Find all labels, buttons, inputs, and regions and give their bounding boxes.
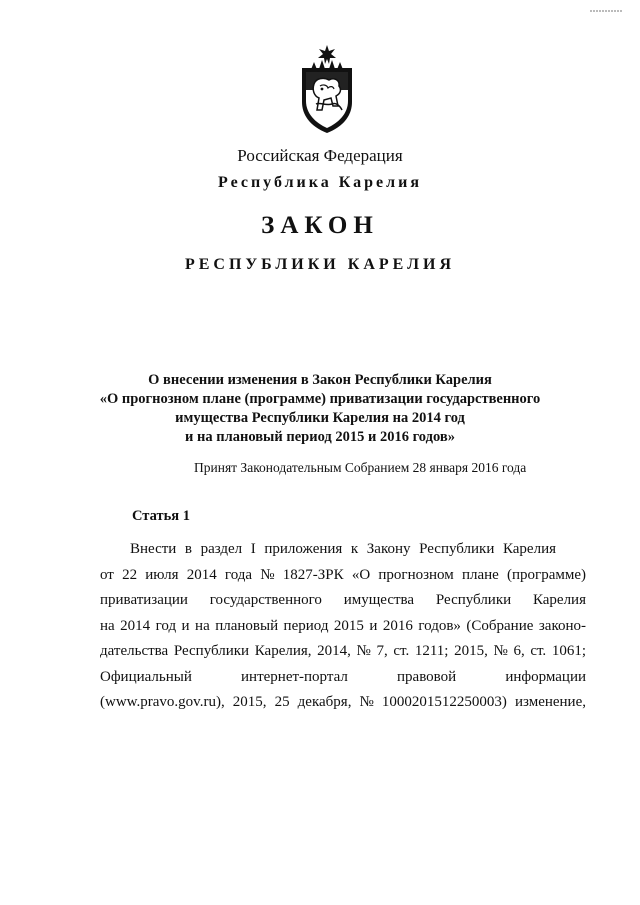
article-text-line: от 22 июля 2014 года № 1827-ЗРК «О прогнозном плане (программе) xyxy=(100,566,586,583)
article-text-line: на 2014 год и на плановый период 2015 и 2016 годов» (Собрание законо- xyxy=(100,617,586,634)
scan-mark xyxy=(590,9,622,13)
article-body xyxy=(100,537,586,716)
adoption-note: Принят Законодательным Собранием 28 января 2016 года xyxy=(194,460,527,475)
law-title: ЗАКОН xyxy=(261,212,379,239)
article-text-line: (www.pravo.gov.ru), 2015, 25 декабря, № 1000201512250003) изменение, xyxy=(100,694,586,710)
republic-name: Республика Карелия xyxy=(218,174,422,191)
document-title-line: имущества Республики Карелия на 2014 год xyxy=(175,410,465,426)
article-heading: Статья 1 xyxy=(132,508,190,524)
document-title xyxy=(0,371,640,447)
document-title-line: и на плановый период 2015 и 2016 годов» xyxy=(185,429,455,445)
country-name: Российская Федерация xyxy=(237,146,403,165)
document-title-line: «О прогнозном плане (программе) приватизации государственного xyxy=(99,391,541,407)
law-subtitle: РЕСПУБЛИКИ КАРЕЛИЯ xyxy=(184,256,456,273)
article-text-line: Внести в раздел I приложения к Закону Республики Карелия xyxy=(130,541,556,557)
karelia-coat-of-arms-icon xyxy=(296,44,358,134)
article-text-line: приватизации государственного имущества Республики Карелия xyxy=(100,592,586,608)
article-text-line: Официальный интернет-портал правовой информации xyxy=(100,668,586,685)
document-title-line: О внесении изменения в Закон Республики Карелия xyxy=(148,372,492,388)
article-text-line: дательства Республики Карелия, 2014, № 7, ст. 1211; 2015, № 6, ст. 1061; xyxy=(100,643,586,659)
